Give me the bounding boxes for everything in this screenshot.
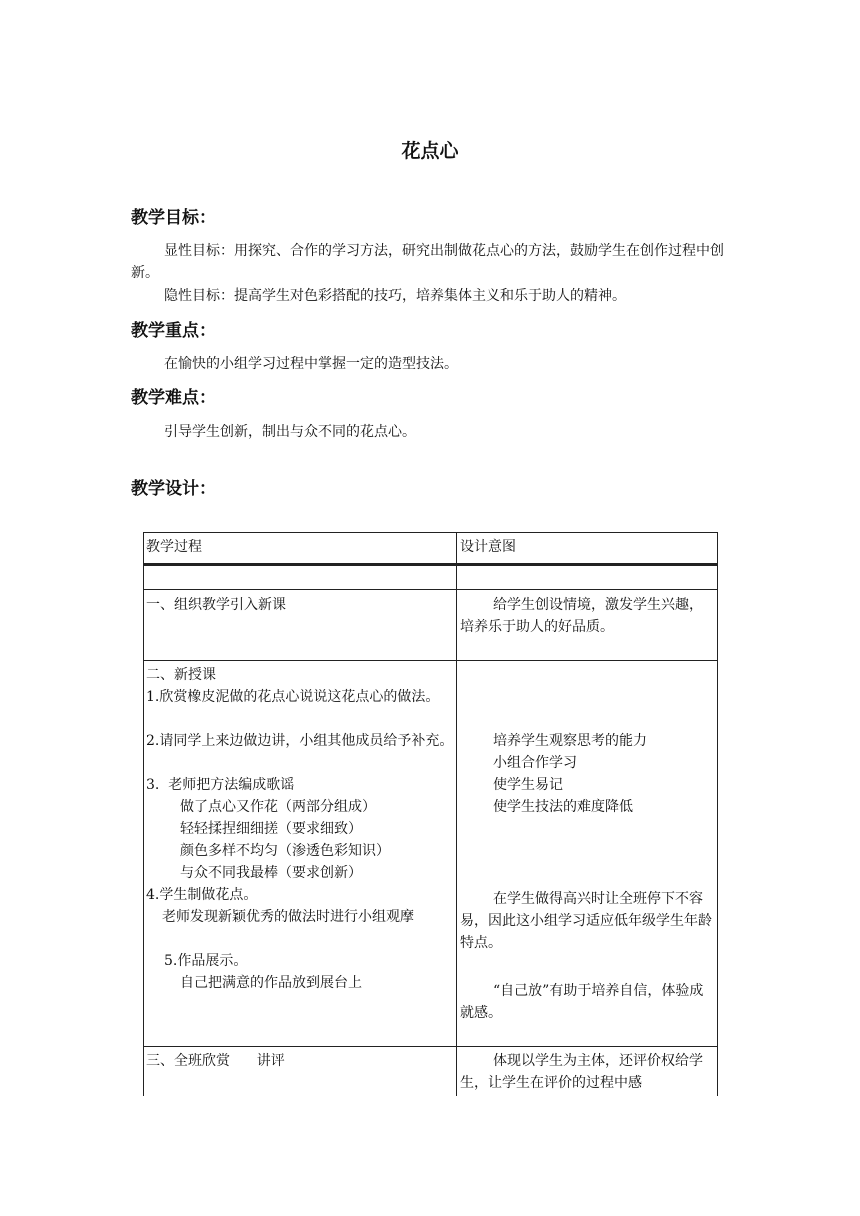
process-cell [146,664,454,994]
intent-line: “自己放”有助于培养自信，体验成就感。 [460,983,704,1021]
process-line: 5.作品展示。 [164,953,248,969]
difficulties-heading: 教学难点： [131,388,216,408]
process-line: 做了点心又作花（两部分组成） [180,799,376,815]
process-line: 自己把满意的作品放到展台上 [180,975,362,991]
header-intent: 设计意图 [460,539,516,555]
intent-cell: 体现以学生为主体，还评价权给学生，让学生在评价的过程中感 [460,1053,703,1091]
row-divider [143,1046,718,1047]
process-line: 与众不同我最棒（要求创新） [180,865,362,881]
process-line: 4.学生制做花点。 [146,887,258,903]
table-border-right [717,532,718,1096]
key-points-text: 在愉快的小组学习过程中掌握一定的造型技法。 [164,356,458,372]
design-heading: 教学设计： [131,479,216,499]
process-cell: 三、全班欣赏 讲评 [146,1053,285,1069]
row-divider [143,660,718,661]
key-points-heading: 教学重点： [131,321,216,341]
page-title: 花点心 [401,140,459,162]
intent-line: 培养学生观察思考的能力 [493,733,647,749]
intent-line: 小组合作学习 [493,755,577,771]
intent-line: 在学生做得高兴时让全班停下不容易，因此这小组学习适应低年级学生年龄特点。 [460,891,712,951]
implicit-goal-text: 隐性目标：提高学生对色彩搭配的技巧，培养集体主义和乐于助人的精神。 [164,288,626,304]
intent-cell: 给学生创设情境，激发学生兴趣，培养乐于助人的好品质。 [460,597,703,635]
header-process: 教学过程 [146,539,202,555]
process-line: 轻轻揉捏细细搓（要求细致） [180,821,362,837]
process-line: 1.欣赏橡皮泥做的花点心说说这花点心的做法。 [146,689,440,705]
explicit-goal-text: 显性目标：用探究、合作的学习方法，研究出制做花点心的方法，鼓励学生在创作过程中创新。 [131,243,724,281]
process-cell: 一、组织教学引入新课 [146,597,286,613]
row-divider [143,589,718,590]
table-border-left [143,532,144,1096]
intent-line: 使学生技法的难度降低 [493,799,633,815]
process-line: 二、新授课 [146,667,216,683]
lesson-design-table [143,532,718,1096]
process-line: 颜色多样不均匀（渗透色彩知识） [180,843,390,859]
difficulties-text: 引导学生创新，制出与众不同的花点心。 [164,424,416,440]
table-border-top [143,532,718,533]
intent-line: 使学生易记 [493,777,563,793]
process-line: 3. 老师把方法编成歌谣 [146,777,295,793]
process-line: 老师发现新颖优秀的做法时进行小组观摩 [162,909,414,925]
process-line: 2.请同学上来边做边讲，小组其他成员给予补充。 [146,733,454,749]
column-divider [456,532,457,1096]
goals-heading: 教学目标： [131,208,216,228]
header-divider [143,563,718,566]
